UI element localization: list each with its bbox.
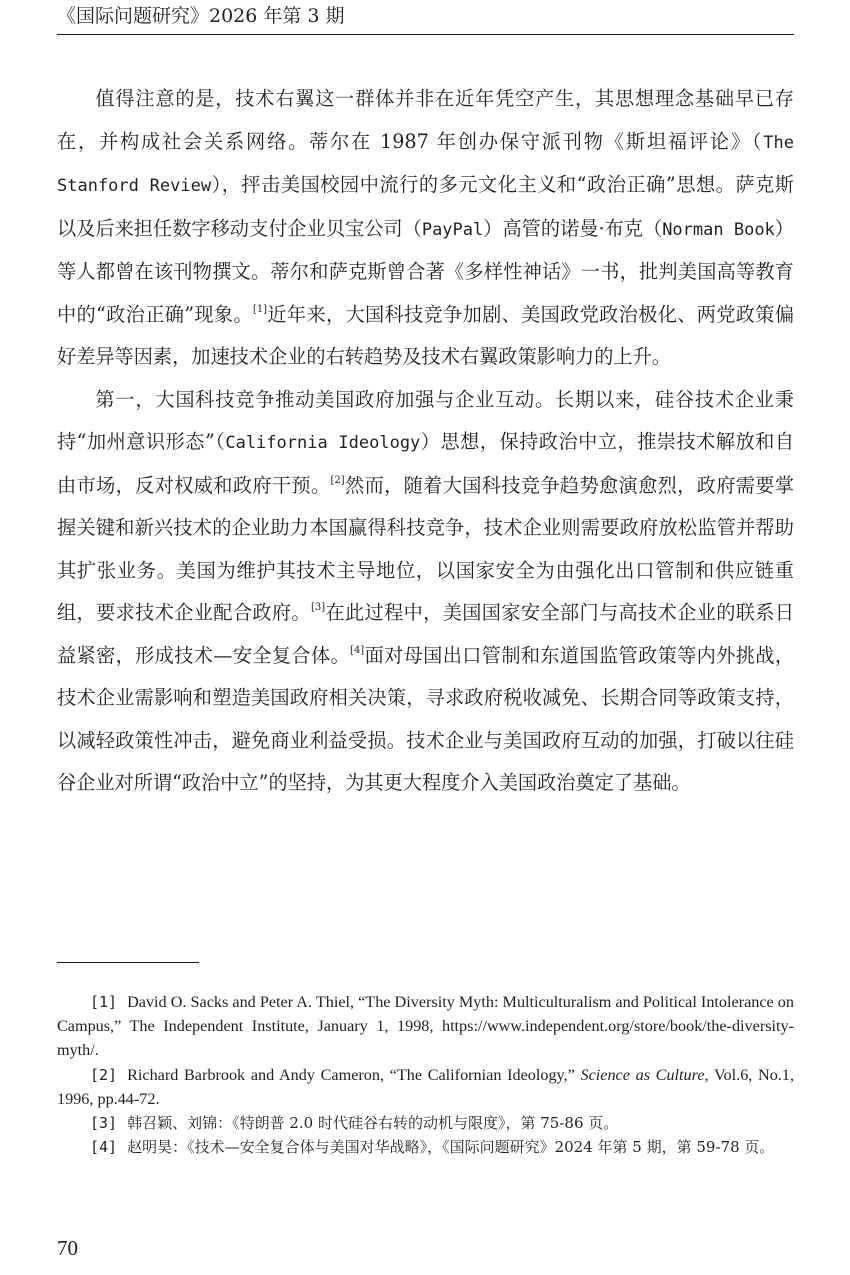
paragraph-2 bbox=[57, 379, 794, 805]
paragraph-text: 值得注意的是，技术右翼这一群体并非在近年凭空产生，其思想理念基础早已存在，并构成社会关系网络。蒂尔在 1987 年创办保守派刊物《斯坦福评论》（ bbox=[57, 87, 794, 153]
journal-name: Science as Culture bbox=[580, 1065, 705, 1084]
footnote-mark: [3] bbox=[90, 1114, 118, 1133]
paragraph-text: 在此过程中，美国国家安全部门与高技术企业的联系日益紧密，形成技术—安全复合体。 bbox=[57, 601, 795, 667]
paragraph-text: 面对母国出口管制和东道国监管政策等内外挑战，技术企业需影响和塑造美国政府相关决策，寻求政府税收减免、长期合同等政策支持，以减轻政策性冲击，避免商业利益受损。技术企业与美国政府互动的加强，打破以往硅谷企业对所谓“政治中立”的坚持，为其更大程度介入美国政治奠定了基础。 bbox=[57, 643, 795, 794]
paragraph-text: ）思想，保持政治中立，推崇技术解放和自由市场，反对权威和政府干预。 bbox=[57, 430, 795, 497]
footnote-mark: [2] bbox=[90, 1065, 118, 1084]
paragraph-text: 近年来，大国科技竞争加剧、美国政党政治极化、两党政策偏好差异等因素，加速技术企业的右转趋势及技术右翼政策影响力的上升。 bbox=[57, 302, 795, 368]
footnote-text: Richard Barbrook and Andy Cameron, “The Californian Ideology,” bbox=[127, 1065, 581, 1084]
latin-term: The Stanford Review bbox=[57, 132, 794, 196]
footnote-mark: [1] bbox=[90, 993, 118, 1011]
paragraph-text: 然而，随着大国科技竞争趋势愈演愈烈，政府需要掌握关键和新兴技术的企业助力本国赢得科技竞争，技术企业则需要政府放松监管并帮助其扩张业务。美国为维护其技术主导地位，以国家安全为由强化出口管制和供应链重组，要求技术企业配合政府。 bbox=[57, 473, 795, 624]
paragraph-text: ）等人都曾在该刊物撰文。蒂尔和萨克斯曾合著《多样性神话》一书，批判美国高等教育中的“政治正确”现象。 bbox=[57, 216, 794, 326]
page-number: 70 bbox=[57, 1236, 78, 1260]
latin-term: Norman Book bbox=[662, 219, 775, 240]
footnote-3 bbox=[57, 1111, 794, 1135]
latin-term: PayPal bbox=[421, 219, 484, 240]
paragraph-1 bbox=[57, 78, 794, 379]
footnote-ref[interactable]: [1] bbox=[252, 303, 268, 315]
footnote-text: 韩召颖、刘锦：《特朗普 2.0 时代硅谷右转的动机与限度》，第 75-86 页。 bbox=[127, 1114, 619, 1133]
footnote-2 bbox=[57, 1063, 794, 1111]
footnotes bbox=[57, 990, 794, 1159]
latin-term: California Ideology bbox=[225, 433, 421, 453]
running-header bbox=[57, 6, 794, 35]
article-body bbox=[57, 78, 794, 805]
footnote-divider bbox=[57, 962, 199, 963]
paragraph-text: ）高管的诺曼·布克（ bbox=[483, 216, 663, 240]
footnote-text: David O. Sacks and Peter A. Thiel, “The Diversity Myth: Multiculturalism and Political Intolerance on Campus,” The Independent Institute, January 1, 1998, https://www.independent.org/store/book/the-diversity-myth/. bbox=[57, 993, 794, 1060]
paragraph-text: ），抨击美国校园中流行的多元文化主义和“政治正确”思想。萨克斯以及后来担任数字移动支付企业贝宝公司（ bbox=[57, 173, 794, 240]
journal-title: 《国际问题研究》2026 年第 3 期 bbox=[57, 5, 345, 27]
footnote-text: , Vol.6, No.1, 1996, pp.44-72. bbox=[57, 1065, 794, 1108]
footnote-ref[interactable]: [3] bbox=[310, 602, 326, 613]
footnote-text: 赵明昊：《技术—安全复合体与美国对华战略》，《国际问题研究》2024 年第 5 期，第 59-78 页。 bbox=[127, 1138, 775, 1157]
footnote-mark: [4] bbox=[90, 1138, 118, 1157]
footnote-4 bbox=[57, 1135, 794, 1159]
footnote-1 bbox=[57, 990, 794, 1063]
footnote-ref[interactable]: [2] bbox=[330, 474, 345, 486]
paragraph-text: 第一，大国科技竞争推动美国政府加强与企业互动。长期以来，硅谷技术企业秉持“加州意识形态”（ bbox=[57, 387, 794, 453]
footnote-ref[interactable]: [4] bbox=[350, 644, 365, 656]
